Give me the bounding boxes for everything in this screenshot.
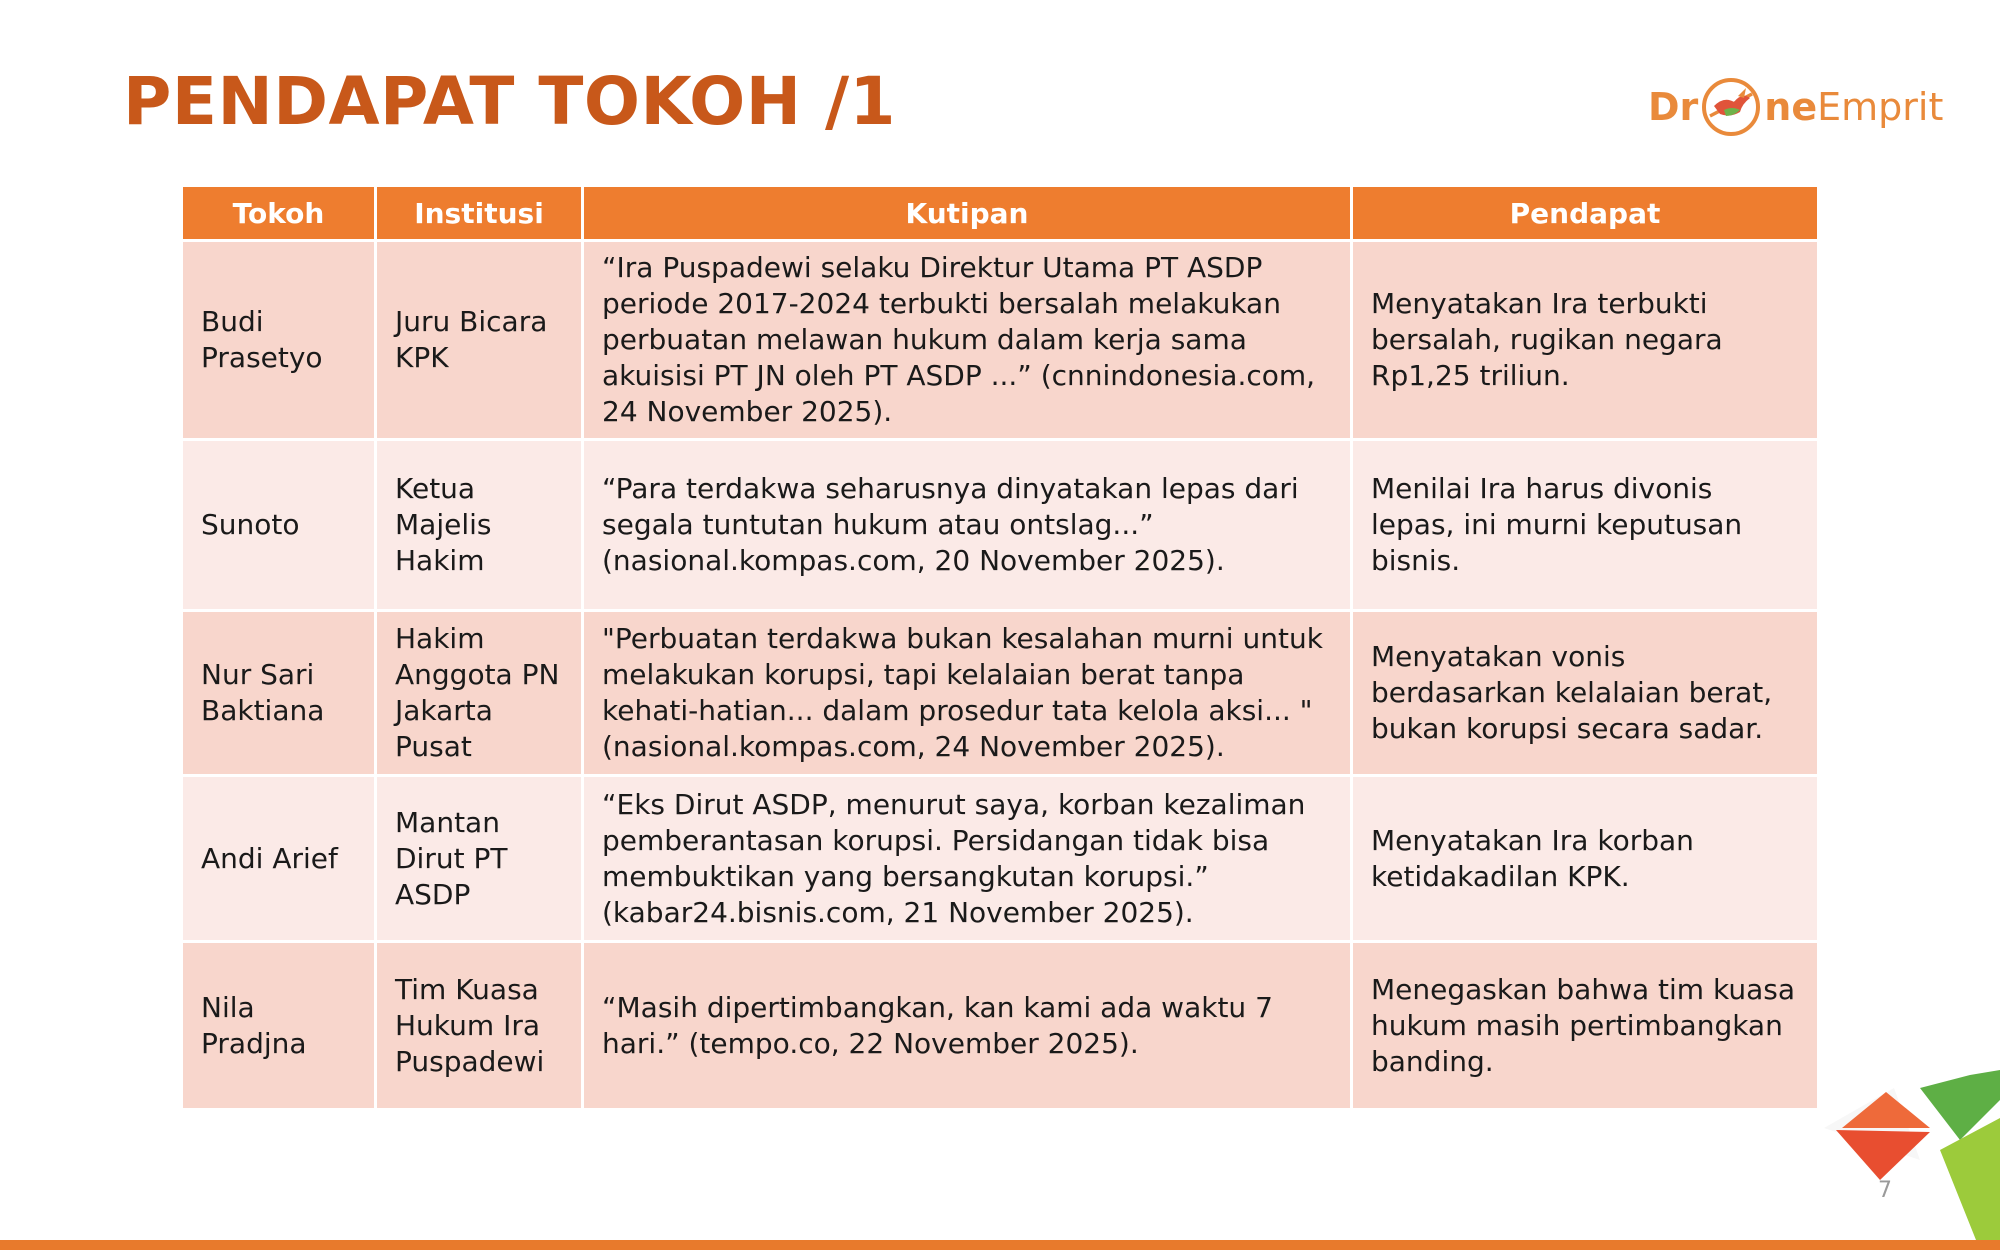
cell-institusi: Hakim Anggota PN Jakarta Pusat [377, 612, 581, 774]
table-row [183, 943, 1817, 1108]
cell-tokoh: Budi Prasetyo [183, 242, 374, 438]
cell-institusi: Juru Bicara KPK [377, 242, 581, 438]
cell-pendapat: Menyatakan Ira terbukti bersalah, rugikan negara Rp1,25 triliun. [1353, 242, 1817, 438]
cell-tokoh: Sunoto [183, 441, 374, 609]
cell-pendapat: Menilai Ira harus divonis lepas, ini murni keputusan bisnis. [1353, 441, 1817, 609]
bottom-accent-bar [0, 1240, 2000, 1250]
cell-tokoh: Nur Sari Baktiana [183, 612, 374, 774]
cell-pendapat: Menegaskan bahwa tim kuasa hukum masih pertimbangkan banding. [1353, 943, 1817, 1108]
table-row [183, 777, 1817, 940]
drone-bird-icon [1700, 76, 1762, 138]
cell-tokoh: Nila Pradjna [183, 943, 374, 1108]
decorative-kite-shape [1820, 1040, 2000, 1250]
header-tokoh: Tokoh [183, 187, 374, 239]
cell-institusi: Ketua Majelis Hakim [377, 441, 581, 609]
drone-emprit-logo: Dr ne Emprit [1648, 72, 1943, 142]
page-number: 7 [1878, 1178, 1892, 1203]
table-row [183, 612, 1817, 774]
cell-kutipan: “Masih dipertimbangkan, kan kami ada waktu 7 hari.” (tempo.co, 22 November 2025). [584, 943, 1350, 1108]
cell-kutipan: “Para terdakwa seharusnya dinyatakan lepas dari segala tuntutan hukum atau ontslag...” (nasional.kompas.com, 20 November 2025). [584, 441, 1350, 609]
header-pendapat: Pendapat [1353, 187, 1817, 239]
cell-institusi: Mantan Dirut PT ASDP [377, 777, 581, 940]
cell-pendapat: Menyatakan vonis berdasarkan kelalaian berat, bukan korupsi secara sadar. [1353, 612, 1817, 774]
cell-pendapat: Menyatakan Ira korban ketidakadilan KPK. [1353, 777, 1817, 940]
header-institusi: Institusi [377, 187, 581, 239]
cell-kutipan: “Eks Dirut ASDP, menurut saya, korban kezaliman pemberantasan korupsi. Persidangan tidak bisa membuktikan yang bersangkutan korupsi.” (kabar24.bisnis.com, 21 November 2025). [584, 777, 1350, 940]
cell-institusi: Tim Kuasa Hukum Ira Puspadewi [377, 943, 581, 1108]
cell-tokoh: Andi Arief [183, 777, 374, 940]
table-row [183, 441, 1817, 609]
slide-title: PENDAPAT TOKOH /1 [123, 63, 896, 140]
cell-kutipan: “Ira Puspadewi selaku Direktur Utama PT ASDP periode 2017-2024 terbukti bersalah melakukan perbuatan melawan hukum dalam kerja sama akuisisi PT JN oleh PT ASDP ...” (cnnindonesia.com, 24 November 2025). [584, 242, 1350, 438]
table-row [183, 242, 1817, 438]
header-kutipan: Kutipan [584, 187, 1350, 239]
table-header-row [183, 187, 1817, 239]
opinion-table [180, 184, 1820, 1111]
opinion-table-container [180, 184, 1820, 1111]
cell-kutipan: "Perbuatan terdakwa bukan kesalahan murni untuk melakukan korupsi, tapi kelalaian berat tanpa kehati-hatian... dalam prosedur tata kelola aksi... " (nasional.kompas.com, 24 November 2025). [584, 612, 1350, 774]
